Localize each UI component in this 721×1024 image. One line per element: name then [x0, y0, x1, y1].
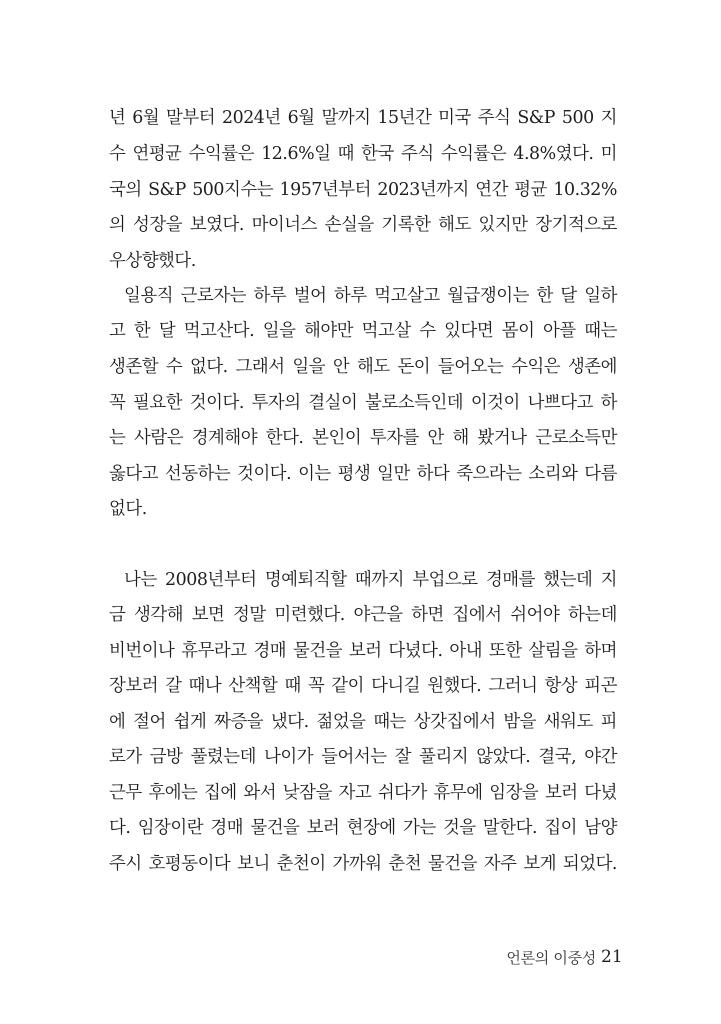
page-number: 21 [601, 947, 623, 967]
paragraph-3-line-2: 금 생각해 보면 정말 미련했다. 야근을 하면 집에서 쉬어야 하는데 [109, 605, 617, 625]
paragraph-3-line-4: 장보러 갈 때나 산책할 때 꼭 같이 다니길 원했다. 그러니 항상 피곤 [109, 676, 617, 696]
paragraph-3-line-7: 근무 후에는 집에 와서 낮잠을 자고 쉬다가 휴무에 임장을 보러 다녔 [109, 783, 617, 803]
paragraph-2-line-2: 고 한 달 먹고산다. 일을 해야만 먹고살 수 있다면 몸이 아플 때는 [109, 321, 617, 341]
paragraph-2-line-4: 꼭 필요한 것이다. 투자의 결실이 불로소득인데 이것이 나쁘다고 하 [109, 393, 617, 413]
paragraph-1-line-1: 년 6월 말부터 2024년 6월 말까지 15년간 미국 주식 S&P 500 지 [109, 108, 617, 128]
paragraph-3-line-8: 다. 임장이란 경매 물건을 보러 현장에 가는 것을 말한다. 집이 남양 [109, 818, 617, 838]
paragraph-3-line-6: 로가 금방 풀렸는데 나이가 들어서는 잘 풀리지 않았다. 결국, 야간 [109, 747, 617, 767]
paragraph-2-line-6: 옳다고 선동하는 것이다. 이는 평생 일만 하다 죽으라는 소리와 다름 [109, 464, 617, 484]
paragraph-3-line-3: 비번이나 휴무라고 경매 물건을 보러 다녔다. 아내 또한 살림을 하며 [109, 641, 617, 661]
paragraph-1-line-2: 수 연평균 수익률은 12.6%일 때 한국 주식 수익률은 4.8%였다. 미 [109, 144, 617, 164]
paragraph-2-line-3: 생존할 수 없다. 그래서 일을 안 해도 돈이 들어오는 수익은 생존에 [109, 357, 617, 377]
paragraph-2-line-1: 일용직 근로자는 하루 벌어 하루 먹고살고 월급쟁이는 한 달 일하 [124, 286, 617, 306]
paragraph-2-line-7: 없다. [109, 499, 147, 519]
running-footer-book-title: 언론의 이중성 [506, 949, 596, 967]
paragraph-3-line-9: 주시 호평동이다 보니 춘천이 가까워 춘천 물건을 자주 보게 되었다. [109, 854, 617, 874]
paragraph-1-line-4: 의 성장을 보였다. 마이너스 손실을 기록한 해도 있지만 장기적으로 [109, 215, 617, 235]
paragraph-1-line-3: 국의 S&P 500지수는 1957년부터 2023년까지 연간 평균 10.32% [109, 180, 617, 200]
paragraph-3-line-5: 에 절어 쉽게 짜증을 냈다. 젊었을 때는 상갓집에서 밤을 새워도 피 [109, 712, 617, 732]
paragraph-3-line-1: 나는 2008년부터 명예퇴직할 때까지 부업으로 경매를 했는데 지 [124, 570, 617, 590]
paragraph-2-line-5: 는 사람은 경계해야 한다. 본인이 투자를 안 해 봤거나 근로소득만 [109, 428, 617, 448]
paragraph-1-line-5: 우상향했다. [109, 251, 196, 271]
